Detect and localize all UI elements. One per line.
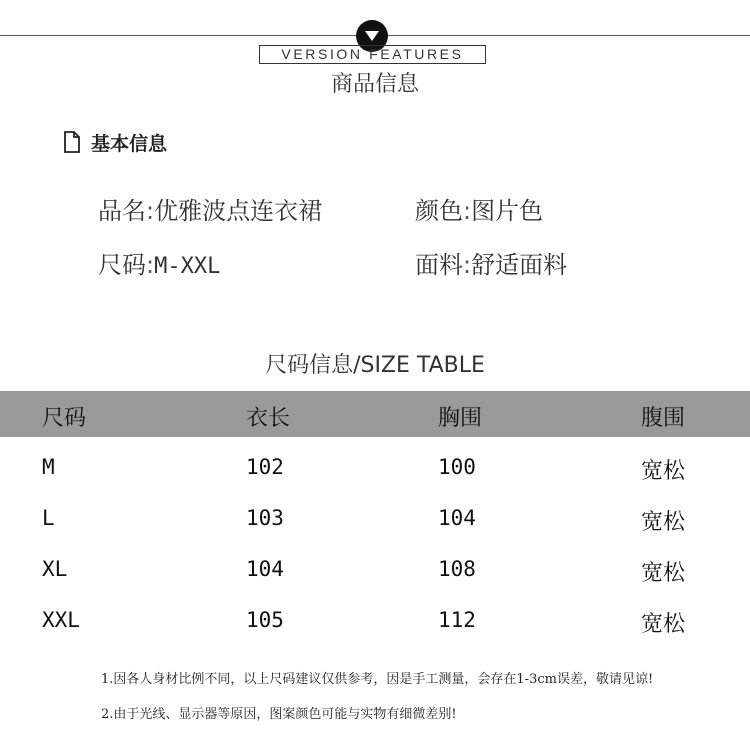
table-cell-length: 103 (246, 506, 284, 530)
info-field-color (415, 191, 543, 226)
note-measurement-error: 1.因各人身材比例不同，以上尺码建议仅供参考，因是手工测量，会存在1-3cm误差，敬请见谅! (101, 672, 654, 687)
info-field-size (98, 245, 220, 280)
field-value: M-XXL (154, 254, 221, 279)
field-value: 图片色 (471, 197, 544, 225)
table-cell-bust: 100 (438, 455, 476, 479)
column-header-waist: 腹围 (641, 406, 686, 431)
table-cell-waist: 宽松 (641, 612, 686, 637)
size-table-header (0, 391, 750, 437)
table-cell-size: XXL (42, 608, 80, 632)
field-value: 优雅波点连衣裙 (154, 197, 323, 225)
table-cell-bust: 108 (438, 557, 476, 581)
table-cell-length: 102 (246, 455, 284, 479)
field-label: 面料 (415, 251, 463, 279)
field-separator: : (463, 251, 472, 279)
field-separator: : (463, 197, 472, 225)
table-cell-size: L (42, 506, 55, 530)
table-cell-bust: 112 (438, 608, 476, 632)
field-value: 舒适面料 (471, 251, 568, 279)
size-table-title: 尺码信息/SIZE TABLE (265, 353, 485, 378)
basic-info-label: 基本信息 (91, 132, 168, 155)
table-cell-size: XL (42, 557, 68, 581)
table-cell-waist: 宽松 (641, 459, 686, 484)
document-icon (62, 130, 82, 154)
field-label: 品名 (98, 197, 146, 225)
table-cell-length: 105 (246, 608, 284, 632)
note-color-difference: 2.由于光线、显示器等原因，图案颜色可能与实物有细微差别! (101, 707, 457, 722)
product-info-heading: 商品信息 (330, 72, 419, 97)
table-cell-size: M (42, 455, 55, 479)
column-header-size: 尺码 (42, 406, 87, 431)
field-separator: : (146, 197, 155, 225)
field-label: 颜色 (415, 197, 463, 225)
table-cell-waist: 宽松 (641, 510, 686, 535)
field-label: 尺码 (98, 251, 146, 279)
table-cell-waist: 宽松 (641, 561, 686, 586)
info-field-fabric (415, 245, 567, 280)
field-separator: : (146, 251, 155, 279)
basic-info-title (62, 129, 167, 155)
table-cell-bust: 104 (438, 506, 476, 530)
table-cell-length: 104 (246, 557, 284, 581)
version-features-banner: VERSION FEATURES (259, 45, 486, 64)
column-header-bust: 胸围 (438, 406, 483, 431)
info-field-name (98, 191, 322, 226)
column-header-length: 衣长 (246, 406, 291, 431)
